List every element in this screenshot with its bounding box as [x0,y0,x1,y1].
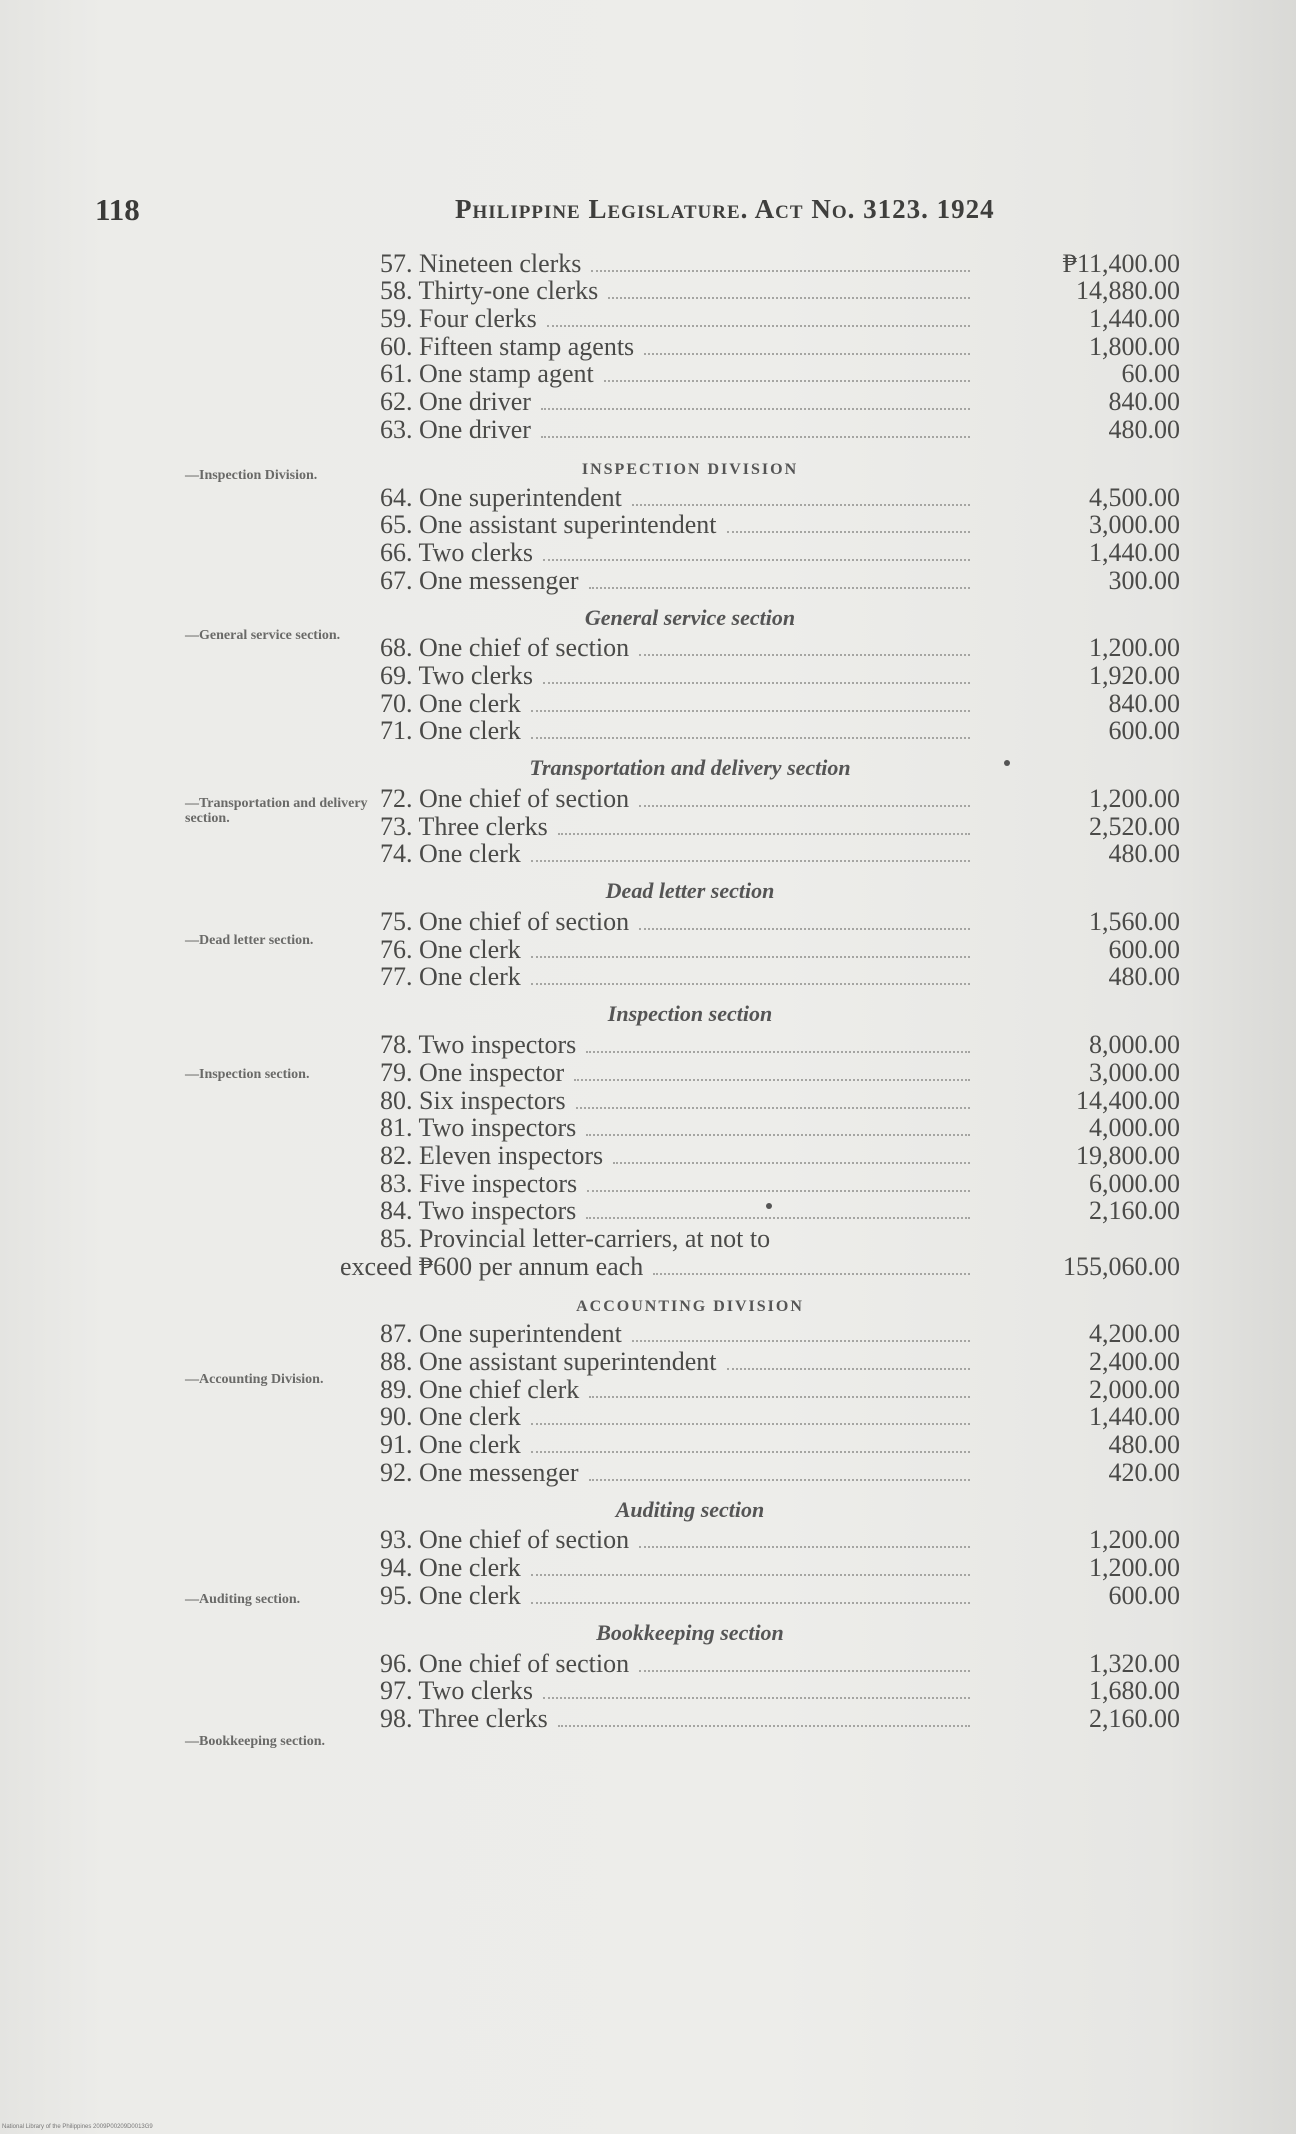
appropriation-list [340,248,1180,1733]
list-item: 67. One messenger 300.00 [380,565,1180,595]
list-item: 72. One chief of section 1,200.00 [380,784,1180,813]
list-item: 62. One driver 840.00 [380,387,1180,417]
section-heading-dead-letter: Dead letter section [605,878,775,904]
list-item: 59. Four clerks 1,440.00 [380,304,1180,334]
list-item: 64. One superintendent 4,500.00 [380,482,1180,512]
list-item-85-line1: 85. Provincial letter-carriers, at not to [380,1223,771,1253]
list-item: 89. One chief clerk 2,000.00 [380,1374,1180,1404]
list-item: 92. One messenger 420.00 [380,1457,1180,1487]
list-item: 71. One clerk 600.00 [380,716,1180,746]
list-item: 65. One assistant superintendent 3,000.00 [380,510,1180,540]
items-top-group [380,250,1180,444]
list-item: 80. Six inspectors 14,400.00 [380,1085,1180,1115]
list-item: 61. One stamp agent 60.00 [380,359,1180,389]
side-note-inspection-division: —Inspection Division. [185,468,318,483]
section-heading-accounting-division: ACCOUNTING DIVISION [576,1297,804,1315]
list-item: 70. One clerk 840.00 [380,688,1180,718]
list-item: 73. Three clerks 2,520.00 [380,811,1180,841]
list-item: 96. One chief of section 1,320.00 [380,1648,1180,1678]
list-item: 82. Eleven inspectors 19,800.00 [380,1140,1180,1170]
list-item: 69. Two clerks 1,920.00 [380,660,1180,690]
list-item: 97. Two clerks 1,680.00 [380,1676,1180,1706]
section-heading-auditing: Auditing section [615,1496,765,1522]
side-note-bookkeeping: —Bookkeeping section. [185,1734,326,1749]
section-heading-transportation: Transportation and delivery section [529,755,851,781]
side-note-general-service: —General service section. [185,628,341,643]
side-note-transportation: —Transportation and delivery section. [185,796,368,826]
list-item: 78. Two inspectors 8,000.00 [380,1030,1180,1060]
scan-credit: National Library of the Philippines 2009P00209D0013G9 [2,2124,153,2130]
list-item: 63. One driver 480.00 [380,414,1180,444]
list-item: 95. One clerk 600.00 [380,1580,1180,1610]
list-item: 75. One chief of section 1,560.00 [380,907,1180,937]
section-heading-general-service: General service section [584,604,796,630]
list-item: 88. One assistant superintendent 2,400.00 [380,1347,1180,1376]
list-item: 58. Thirty-one clerks 14,880.00 [380,276,1180,306]
list-item: 76. One clerk 600.00 [380,934,1180,964]
list-item: 60. Fifteen stamp agents 1,800.00 [380,331,1180,361]
list-item: 87. One superintendent 4,200.00 [380,1319,1180,1349]
side-note-inspection-section: —Inspection section. [185,1067,310,1082]
list-item: 81. Two inspectors 4,000.00 [380,1113,1180,1143]
list-item: 91. One clerk 480.00 [380,1430,1180,1460]
list-item: 77. One clerk 480.00 [380,962,1180,992]
page-number: 118 [95,192,140,227]
ink-speck [1004,760,1010,766]
side-note-accounting-division: —Accounting Division. [185,1372,324,1387]
list-item: 83. Five inspectors 6,000.00 [380,1168,1180,1198]
list-item: 94. One clerk 1,200.00 [380,1553,1180,1583]
list-item: 79. One inspector 3,000.00 [380,1057,1180,1087]
list-item-85-line2: exceed ₱600 per annum each 155,060.00 [340,1251,1180,1281]
list-item: 57. Nineteen clerks ₱11,400.00 [380,248,1180,278]
side-note-auditing: —Auditing section. [185,1592,301,1607]
list-item: 93. One chief of section 1,200.00 [380,1525,1180,1555]
list-item: 98. Three clerks 2,160.00 [380,1703,1180,1733]
running-head: Philippine Legislature. Act No. 3123. 1924 [455,194,995,224]
ink-speck [766,1203,772,1209]
section-heading-bookkeeping: Bookkeeping section [596,1619,784,1645]
list-item: 90. One clerk 1,440.00 [380,1402,1180,1432]
list-item: 68. One chief of section 1,200.00 [380,633,1180,663]
list-item: 84. Two inspectors 2,160.00 [380,1196,1180,1226]
list-item: 66. Two clerks 1,440.00 [380,537,1180,567]
side-note-dead-letter: —Dead letter section. [185,933,314,948]
section-heading-inspection-section: Inspection section [607,1001,773,1027]
list-item: 74. One clerk 480.00 [380,839,1180,869]
section-heading-inspection-division: INSPECTION DIVISION [581,460,799,478]
